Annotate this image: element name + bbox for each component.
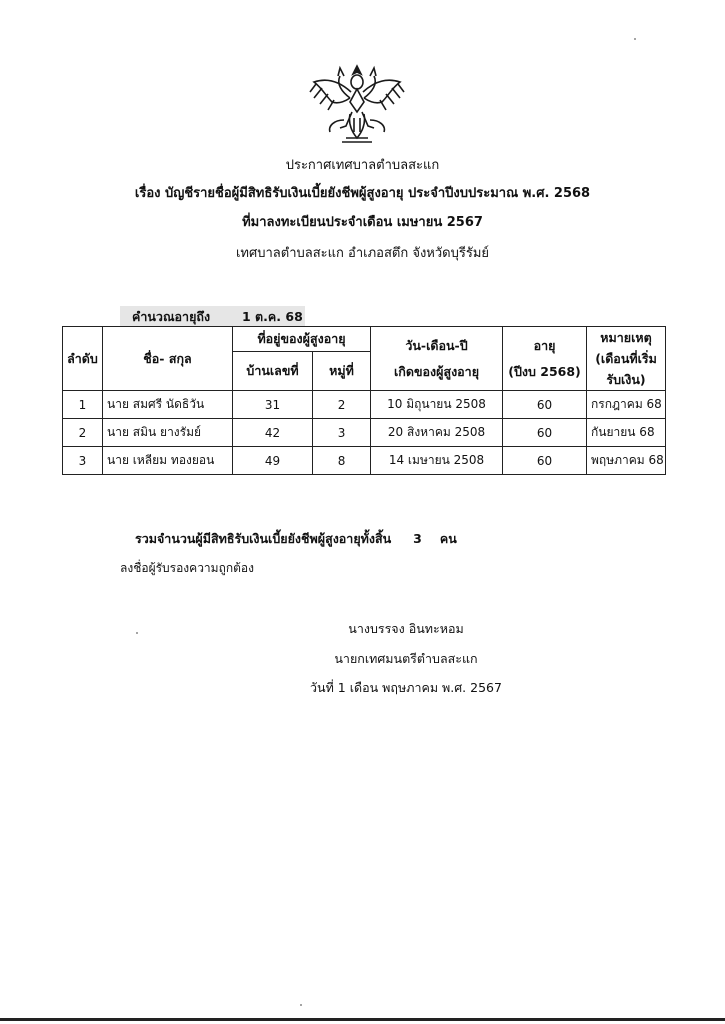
cell-age: 60 [503, 391, 587, 419]
summary-count: 3 [413, 531, 422, 546]
dob-header-line2: เกิดของผู้สูงอายุ [394, 363, 480, 379]
signatory-name: นางบรรจง อินทะหอม [348, 621, 464, 636]
cell-name: นาย เหลียม ทองยอน [103, 447, 233, 475]
scan-speck [136, 632, 138, 634]
scan-speck [300, 1004, 302, 1006]
cell-house-no: 42 [233, 419, 313, 447]
col-address-header: ที่อยู่ของผู้สูงอายุ [233, 327, 371, 352]
cell-remark: กันยายน 68 [587, 419, 666, 447]
age-calc-date: 1 ต.ค. 68 [242, 309, 303, 324]
signatory-position: นายกเทศมนตรีตำบลสะแก [334, 651, 478, 666]
cell-order: 1 [63, 391, 103, 419]
cell-house-no: 31 [233, 391, 313, 419]
certification-text: ลงชื่อผู้รับรองความถูกต้อง [120, 561, 254, 575]
cell-remark: พฤษภาคม 68 [587, 447, 666, 475]
age-calc-label: คำนวณอายุถึง [132, 309, 211, 324]
summary-label: รวมจำนวนผู้มีสิทธิรับเงินเบี้ยยังชีพผู้สูงอายุทั้งสิ้น [135, 531, 392, 546]
cell-age: 60 [503, 419, 587, 447]
summary-unit: คน [439, 531, 457, 546]
cell-house-no: 49 [233, 447, 313, 475]
cell-village-no: 8 [313, 447, 371, 475]
garuda-emblem-icon [302, 62, 412, 148]
col-name-header: ชื่อ- สกุล [103, 327, 233, 391]
signature-date: วันที่ 1 เดือน พฤษภาคม พ.ศ. 2567 [310, 680, 502, 695]
table-row [63, 447, 666, 475]
announcement-title: ประกาศเทศบาลตำบลสะแก [285, 158, 440, 173]
cell-dob: 10 มิถุนายน 2508 [371, 391, 503, 419]
col-house-no-header: บ้านเลขที่ [233, 352, 313, 391]
col-order-header: ลำดับ [63, 327, 103, 391]
table-row [63, 419, 666, 447]
dob-header-line1: วัน-เดือน-ปี [405, 337, 468, 353]
cell-dob: 20 สิงหาคม 2508 [371, 419, 503, 447]
cell-name: นาย สมิน ยางรัมย์ [103, 419, 233, 447]
registration-month-line: ที่มาลงทะเบียนประจำเดือน เมษายน 2567 [242, 215, 483, 230]
col-remark-header [587, 327, 666, 391]
age-calculation-note [120, 306, 305, 326]
cell-age: 60 [503, 447, 587, 475]
cell-village-no: 2 [313, 391, 371, 419]
cell-village-no: 3 [313, 419, 371, 447]
col-dob-header [371, 327, 503, 391]
location-line: เทศบาลตำบลสะแก อำเภอสตึก จังหวัดบุรีรัมย์ [235, 246, 490, 261]
col-age-header [503, 327, 587, 391]
remark-header-line2: (เดือนที่เริ่มรับเงิน) [595, 351, 657, 387]
cell-order: 3 [63, 447, 103, 475]
remark-header-line1: หมายเหตุ [600, 330, 652, 345]
total-summary [135, 529, 457, 549]
cell-dob: 14 เมษายน 2508 [371, 447, 503, 475]
scan-speck [634, 38, 636, 40]
age-header-line2: (ปีงบ 2568) [508, 363, 581, 379]
cell-name: นาย สมศรี นัดธิวัน [103, 391, 233, 419]
page-bottom-border [0, 1018, 725, 1021]
elderly-allowance-table [62, 326, 666, 475]
age-header-line1: อายุ [533, 337, 556, 353]
col-village-no-header: หมู่ที่ [313, 352, 371, 391]
table-row [63, 391, 666, 419]
subject-line: เรื่อง บัญชีรายชื่อผู้มีสิทธิรับเงินเบี้ยยังชีพผู้สูงอายุ ประจำปีงบประมาณ พ.ศ. 2568 [134, 186, 591, 201]
cell-remark: กรกฎาคม 68 [587, 391, 666, 419]
cell-order: 2 [63, 419, 103, 447]
